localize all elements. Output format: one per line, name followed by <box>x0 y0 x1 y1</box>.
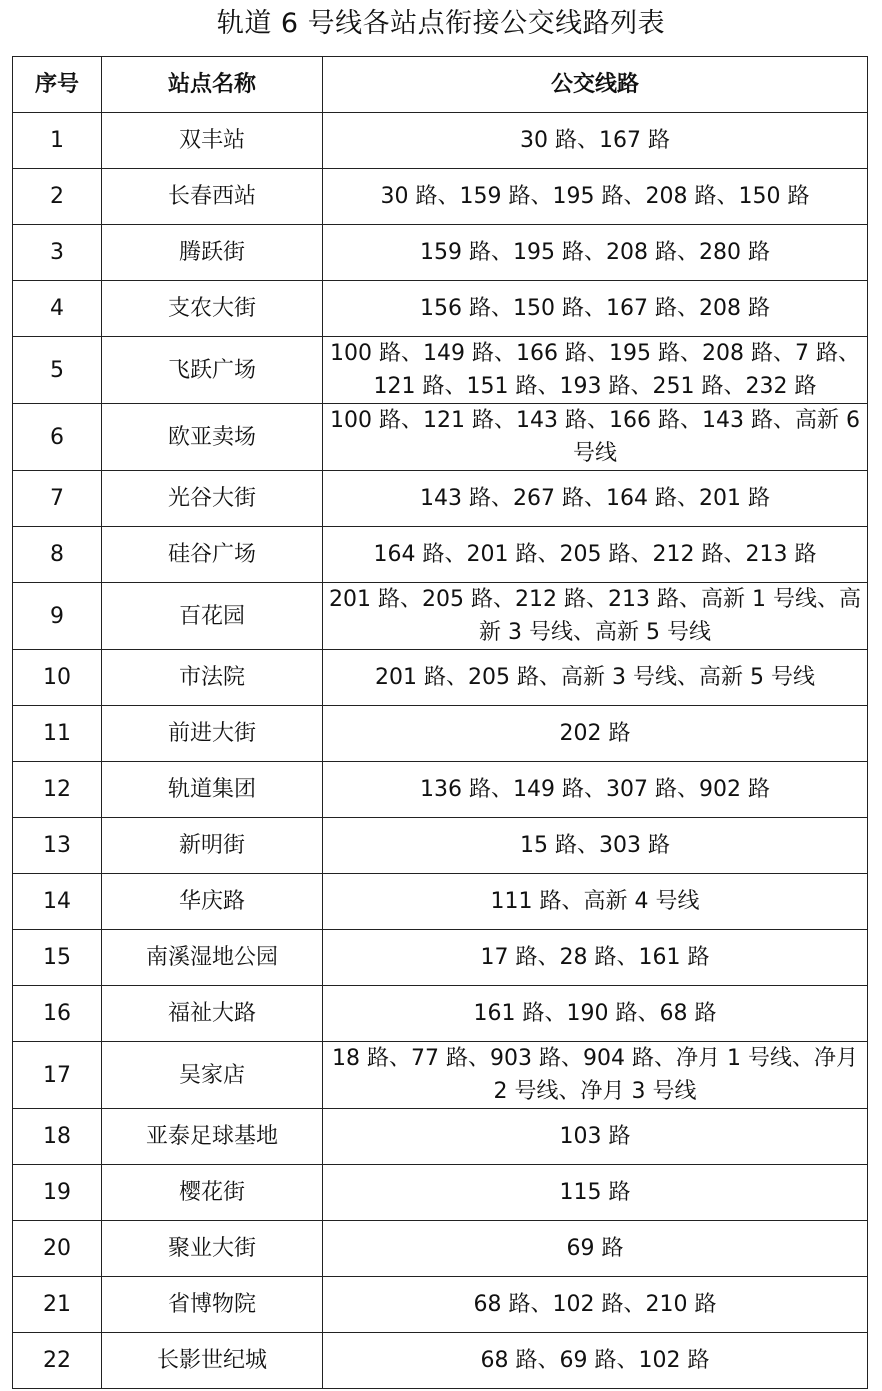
row-station: 支农大街 <box>102 281 323 337</box>
row-no: 19 <box>13 1165 102 1221</box>
row-bus-routes: 69 路 <box>323 1221 868 1277</box>
row-bus-routes: 159 路、195 路、208 路、280 路 <box>323 225 868 281</box>
table-row <box>13 337 868 404</box>
row-station: 飞跃广场 <box>102 337 323 404</box>
table-header-row <box>13 57 868 113</box>
table-row <box>13 225 868 281</box>
row-bus-routes: 161 路、190 路、68 路 <box>323 986 868 1042</box>
row-no: 17 <box>13 1042 102 1109</box>
row-bus-routes: 201 路、205 路、212 路、213 路、高新 1 号线、高新 3 号线、高新 5 号线 <box>323 583 868 650</box>
table-row <box>13 404 868 471</box>
row-station: 新明街 <box>102 818 323 874</box>
row-no: 15 <box>13 930 102 986</box>
row-no: 2 <box>13 169 102 225</box>
table-row <box>13 1165 868 1221</box>
row-no: 21 <box>13 1277 102 1333</box>
row-station: 聚业大街 <box>102 1221 323 1277</box>
row-bus-routes: 100 路、149 路、166 路、195 路、208 路、7 路、121 路、151 路、193 路、251 路、232 路 <box>323 337 868 404</box>
table-row <box>13 281 868 337</box>
table-row <box>13 650 868 706</box>
row-no: 11 <box>13 706 102 762</box>
row-station: 硅谷广场 <box>102 527 323 583</box>
row-no: 4 <box>13 281 102 337</box>
table-row <box>13 1333 868 1389</box>
row-bus-routes: 18 路、77 路、903 路、904 路、净月 1 号线、净月 2 号线、净月 3 号线 <box>323 1042 868 1109</box>
table-row <box>13 762 868 818</box>
row-station: 长影世纪城 <box>102 1333 323 1389</box>
row-station: 樱花街 <box>102 1165 323 1221</box>
table-row <box>13 1277 868 1333</box>
row-bus-routes: 30 路、167 路 <box>323 113 868 169</box>
table-row <box>13 706 868 762</box>
row-no: 1 <box>13 113 102 169</box>
row-bus-routes: 115 路 <box>323 1165 868 1221</box>
row-bus-routes: 202 路 <box>323 706 868 762</box>
header-bus-routes: 公交线路 <box>323 57 868 113</box>
row-bus-routes: 143 路、267 路、164 路、201 路 <box>323 471 868 527</box>
row-bus-routes: 17 路、28 路、161 路 <box>323 930 868 986</box>
row-bus-routes: 68 路、102 路、210 路 <box>323 1277 868 1333</box>
table-row <box>13 1221 868 1277</box>
row-bus-routes: 15 路、303 路 <box>323 818 868 874</box>
table-row <box>13 874 868 930</box>
row-no: 3 <box>13 225 102 281</box>
row-station: 长春西站 <box>102 169 323 225</box>
table-row <box>13 930 868 986</box>
table-row <box>13 113 868 169</box>
row-no: 16 <box>13 986 102 1042</box>
table-row <box>13 169 868 225</box>
row-bus-routes: 136 路、149 路、307 路、902 路 <box>323 762 868 818</box>
row-station: 省博物院 <box>102 1277 323 1333</box>
row-no: 7 <box>13 471 102 527</box>
row-bus-routes: 103 路 <box>323 1109 868 1165</box>
header-no: 序号 <box>13 57 102 113</box>
row-no: 5 <box>13 337 102 404</box>
row-station: 轨道集团 <box>102 762 323 818</box>
row-station: 百花园 <box>102 583 323 650</box>
table-row <box>13 583 868 650</box>
row-station: 光谷大街 <box>102 471 323 527</box>
table-row <box>13 986 868 1042</box>
table-row <box>13 1109 868 1165</box>
row-station: 华庆路 <box>102 874 323 930</box>
row-bus-routes: 30 路、159 路、195 路、208 路、150 路 <box>323 169 868 225</box>
row-no: 20 <box>13 1221 102 1277</box>
row-no: 8 <box>13 527 102 583</box>
row-station: 福祉大路 <box>102 986 323 1042</box>
row-no: 12 <box>13 762 102 818</box>
row-no: 22 <box>13 1333 102 1389</box>
table-row <box>13 818 868 874</box>
row-no: 14 <box>13 874 102 930</box>
row-station: 双丰站 <box>102 113 323 169</box>
row-no: 6 <box>13 404 102 471</box>
row-bus-routes: 68 路、69 路、102 路 <box>323 1333 868 1389</box>
row-bus-routes: 100 路、121 路、143 路、166 路、143 路、高新 6 号线 <box>323 404 868 471</box>
row-bus-routes: 156 路、150 路、167 路、208 路 <box>323 281 868 337</box>
row-station: 前进大街 <box>102 706 323 762</box>
bus-route-table <box>12 56 868 1389</box>
row-no: 18 <box>13 1109 102 1165</box>
row-bus-routes: 201 路、205 路、高新 3 号线、高新 5 号线 <box>323 650 868 706</box>
row-no: 9 <box>13 583 102 650</box>
page-title: 轨道 6 号线各站点衔接公交线路列表 <box>216 8 666 39</box>
row-bus-routes: 111 路、高新 4 号线 <box>323 874 868 930</box>
header-station: 站点名称 <box>102 57 323 113</box>
row-station: 亚泰足球基地 <box>102 1109 323 1165</box>
table-row <box>13 527 868 583</box>
row-station: 吴家店 <box>102 1042 323 1109</box>
row-no: 13 <box>13 818 102 874</box>
row-station: 腾跃街 <box>102 225 323 281</box>
row-station: 欧亚卖场 <box>102 404 323 471</box>
row-bus-routes: 164 路、201 路、205 路、212 路、213 路 <box>323 527 868 583</box>
row-station: 市法院 <box>102 650 323 706</box>
row-no: 10 <box>13 650 102 706</box>
table-row <box>13 471 868 527</box>
table-row <box>13 1042 868 1109</box>
row-station: 南溪湿地公园 <box>102 930 323 986</box>
